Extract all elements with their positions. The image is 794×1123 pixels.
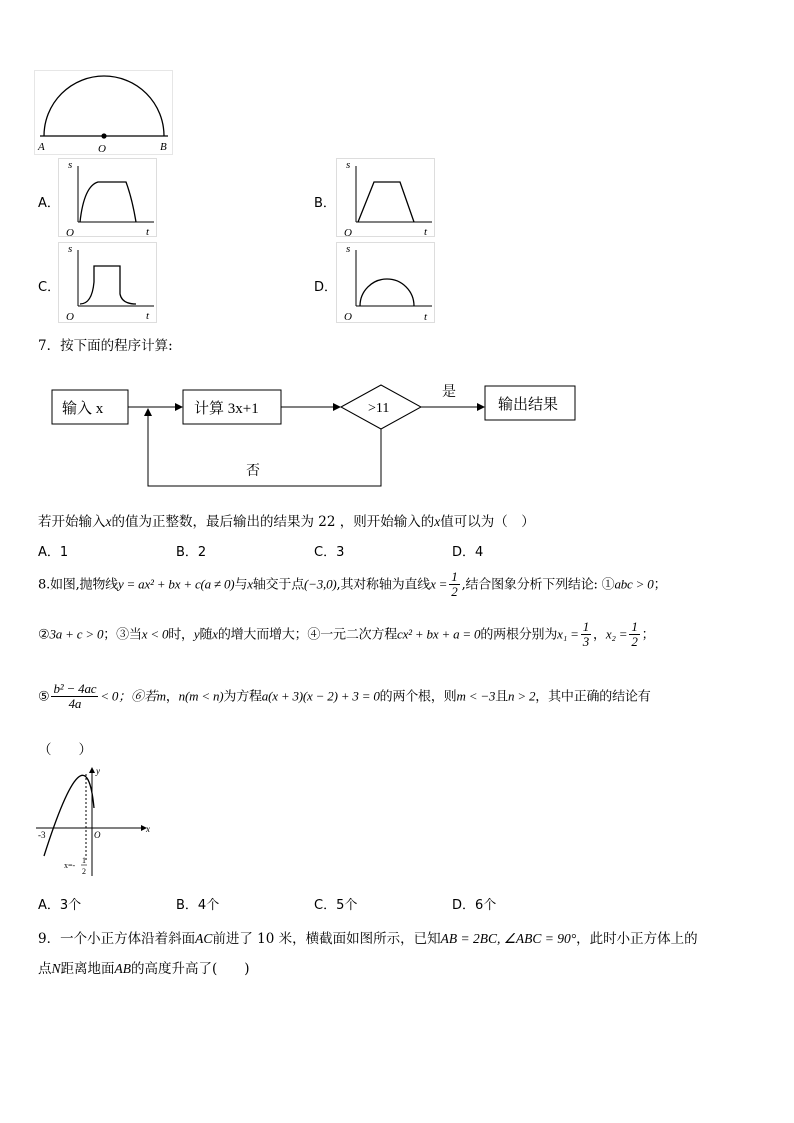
svg-text:O: O bbox=[94, 830, 101, 840]
svg-text:O: O bbox=[66, 311, 74, 323]
svg-text:s: s bbox=[68, 243, 73, 255]
option-d-letter: D． bbox=[314, 280, 338, 295]
option-c-graph bbox=[58, 242, 158, 324]
point-a-label: A bbox=[38, 141, 45, 153]
flow-output-box: 输出结果 bbox=[498, 397, 559, 413]
point-b-label: B bbox=[160, 141, 167, 153]
svg-text:O: O bbox=[344, 311, 352, 323]
option-a-graph bbox=[58, 158, 158, 238]
q8-line3: ⑤ $\frac{\text{b² − 4ac}}{4a}$ < 0；⑥若m，n(m < n)为方程a(x + 3)(x − 2) + 3 = 0的两个根，则m < −3且n > 2，其中正确的结论有 bbox=[38, 681, 651, 712]
svg-text:t: t bbox=[424, 226, 428, 238]
svg-text:2: 2 bbox=[82, 867, 86, 876]
svg-text:O: O bbox=[66, 227, 74, 238]
svg-text:1: 1 bbox=[82, 856, 86, 865]
flowchart bbox=[40, 372, 600, 494]
svg-text:s: s bbox=[68, 159, 73, 171]
q7-option-b: B．2 bbox=[176, 545, 207, 560]
svg-text:s: s bbox=[346, 159, 351, 171]
option-d-graph bbox=[336, 242, 436, 324]
flow-yes-label: 是 bbox=[442, 385, 456, 400]
q9-line1: 9．一个小正方体沿着斜面AC前进了 10 米，横截面如图所示，已知AB = 2BC, ∠ABC = 90°，此时小正方体上的 bbox=[38, 931, 698, 947]
q8-option-b: B．4个 bbox=[176, 898, 220, 913]
option-b-graph bbox=[336, 158, 436, 238]
q7-option-c: C．3 bbox=[314, 545, 345, 560]
svg-text:-3: -3 bbox=[38, 830, 46, 840]
q7-stem: 7．按下面的程序计算: bbox=[38, 338, 173, 354]
q8-option-d: D．6个 bbox=[452, 898, 497, 913]
q9-line2: 点N距离地面AB的高度升高了( ) bbox=[38, 961, 250, 977]
flow-input-box: 输入 x bbox=[62, 401, 104, 417]
q8-line2: ②3a + c > 0；③当x < 0时，y随x的增大而增大；④一元二次方程cx² + bx + a = 0的两根分别为x₁ = $\frac{1}{3}$ ，x₂ = $\frac{1}{2}$ ； bbox=[38, 619, 655, 650]
q8-answer-paren: （ ） bbox=[38, 742, 92, 758]
q8-line1: 8.如图,抛物线y = ax² + bx + c(a ≠ 0)与x轴交于点(−3,0),其对称轴为直线x = $\frac{1}{2}$ ,结合图象分析下列结论: ①abc > 0； bbox=[38, 569, 667, 600]
svg-text:x=-: x=- bbox=[64, 861, 76, 870]
svg-text:y: y bbox=[96, 766, 100, 776]
option-a-letter: A． bbox=[38, 196, 60, 211]
q7-option-d: D．4 bbox=[452, 545, 484, 560]
flow-decision: >11 bbox=[368, 401, 390, 416]
svg-text:t: t bbox=[146, 310, 150, 322]
semicircle-figure bbox=[34, 70, 176, 156]
flow-no-label: 否 bbox=[246, 464, 260, 479]
point-o-label: O bbox=[98, 143, 106, 155]
option-c-letter: C． bbox=[38, 280, 61, 295]
option-b-letter: B． bbox=[314, 196, 336, 211]
svg-text:t: t bbox=[424, 311, 428, 323]
svg-text:x: x bbox=[146, 824, 150, 834]
q7-question: 若开始输入x的值为正整数，最后输出的结果为 22 ，则开始输入的x值可以为（ ） bbox=[38, 514, 535, 530]
q8-option-a: A．3个 bbox=[38, 898, 82, 913]
parabola-graph bbox=[34, 764, 158, 880]
svg-text:t: t bbox=[146, 226, 150, 238]
flow-compute-box: 计算 3x+1 bbox=[194, 401, 259, 417]
svg-text:s: s bbox=[346, 243, 351, 255]
svg-text:O: O bbox=[344, 227, 352, 238]
q7-option-a: A．1 bbox=[38, 545, 69, 560]
q8-option-c: C．5个 bbox=[314, 898, 358, 913]
